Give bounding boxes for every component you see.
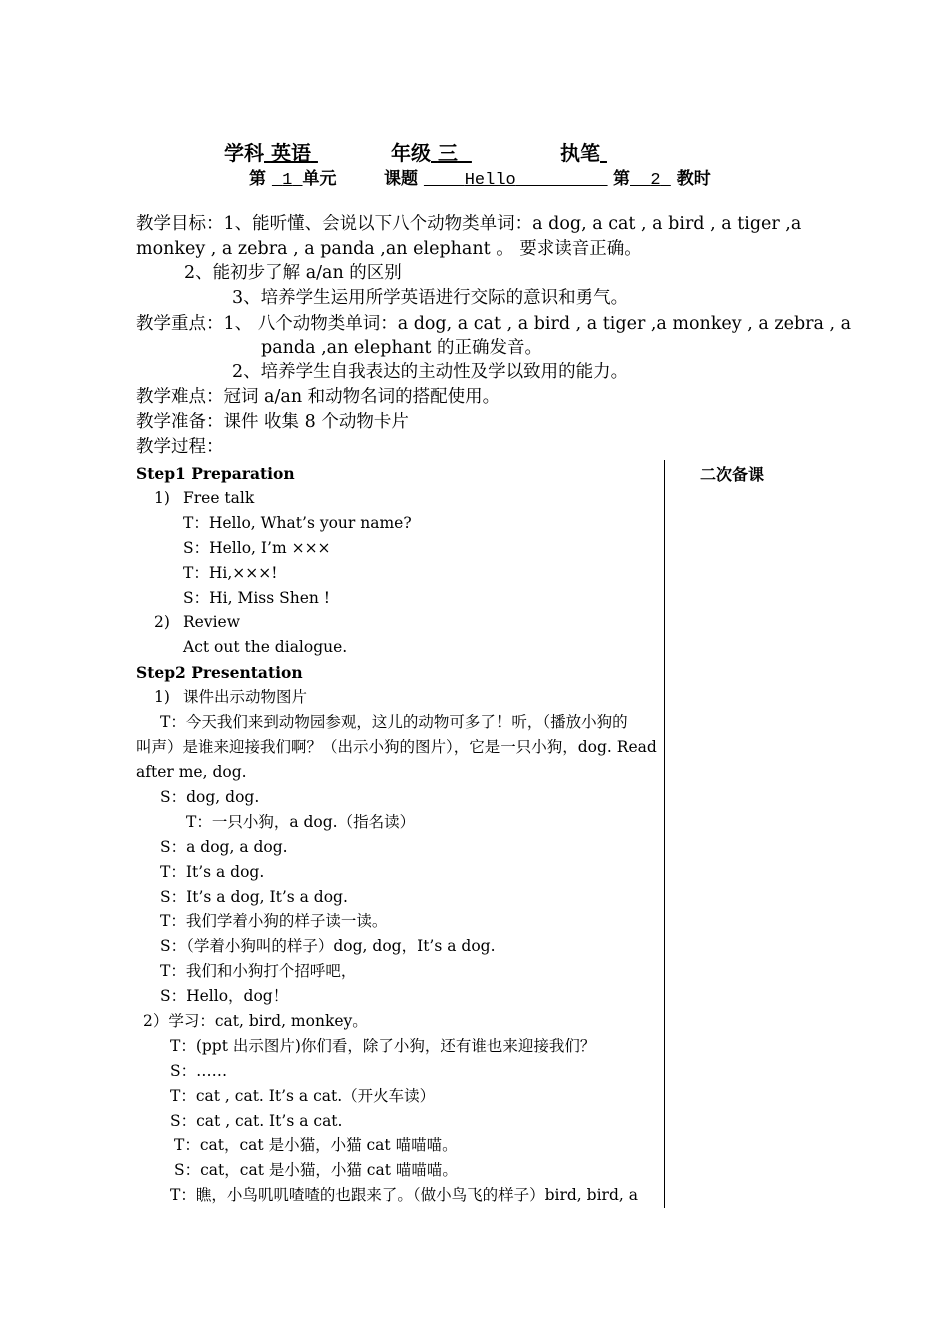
body-line: Act out the dialogue. (183, 638, 348, 656)
secondary-prep-label: 二次备课 (700, 465, 765, 484)
dialogue-line: S：It’s a dog, It’s a dog. (160, 888, 348, 906)
topic-value: Hello (464, 171, 516, 190)
dialogue-line: after me, dog. (136, 763, 247, 781)
subject-value: 英语 (270, 141, 311, 165)
dialogue-line: T：Hi,×××! (183, 564, 278, 582)
period-suffix: 教时 (676, 169, 711, 189)
dialogue-line: S：（学着小狗叫的样子）dog, dog，It’s a dog. (160, 937, 496, 955)
step2-heading: Step2 Presentation (136, 663, 303, 682)
preparation-line: 教学准备：课件 收集 8 个动物卡片 (136, 412, 409, 432)
dialogue-line: S：Hello, I’m ××× (183, 539, 331, 557)
dialogue-line: T：It’s a dog. (160, 863, 265, 881)
dialogue-line: S：…… (170, 1062, 228, 1080)
period-number: 2 (650, 171, 661, 190)
author-value (600, 141, 607, 165)
dialogue-line: S：cat，cat 是小猫，小猫 cat 喵喵喵。 (174, 1161, 458, 1179)
dialogue-line: T：一只小狗，a dog.（指名读） (186, 813, 416, 831)
objective-line-3: 2、能初步了解 a/an 的区别 (184, 263, 402, 283)
table-column-divider (664, 460, 665, 1208)
dialogue-line: S：cat , cat. It’s a cat. (170, 1112, 343, 1130)
list-item: Review (183, 613, 240, 631)
grade-field (391, 137, 472, 166)
dialogue-line: T：今天我们来到动物园参观，这儿的动物可多了！听，（播放小狗的 (160, 713, 628, 731)
process-heading: 教学过程： (136, 437, 224, 457)
grade-value: 三 (437, 141, 458, 165)
objective-line-1: 教学目标：1、能听懂、会说以下八个动物类单词：a dog, a cat , a bird , a tiger ,a (136, 214, 802, 234)
list-number: 2) (154, 613, 170, 631)
unit-suffix: 单元 (302, 169, 337, 189)
dialogue-line: T：Hello, What’s your name? (183, 514, 412, 532)
list-item: 2）学习：cat, bird, monkey。 (143, 1012, 368, 1030)
objective-line-2: monkey , a zebra , a panda ,an elephant 。 要求读音正确。 (136, 239, 642, 259)
period-field (613, 164, 711, 190)
unit-field (249, 164, 337, 190)
objective-line-4: 3、培养学生运用所学英语进行交际的意识和勇气。 (232, 288, 629, 308)
dialogue-line: 叫声）是谁来迎接我们啊？（出示小狗的图片），它是一只小狗，dog. Read (136, 738, 657, 756)
dialogue-line: T：cat , cat. It’s a cat.（开火车读） (170, 1087, 436, 1105)
dialogue-line: S：dog, dog. (160, 788, 260, 806)
dialogue-line: T：瞧，小鸟叽叽喳喳的也跟来了。（做小鸟飞的样子）bird, bird, a (170, 1186, 638, 1204)
focus-line-1: 教学重点：1、 八个动物类单词：a dog, a cat , a bird , a tiger ,a monkey , a zebra , a (136, 314, 852, 334)
subject-label: 学科 (224, 141, 264, 165)
dialogue-line: T：我们学着小狗的样子读一读。 (160, 912, 388, 930)
list-number: 1) (154, 489, 170, 507)
unit-prefix: 第 (249, 169, 266, 189)
period-prefix: 第 (613, 169, 630, 189)
focus-line-2: panda ,an elephant 的正确发音。 (261, 338, 543, 358)
dialogue-line: T：(ppt 出示图片)你们看，除了小狗，还有谁也来迎接我们？ (170, 1037, 596, 1055)
dialogue-line: T：我们和小狗打个招呼吧， (160, 962, 357, 980)
topic-field (384, 164, 608, 190)
list-item: Free talk (183, 489, 255, 507)
subject-field (224, 137, 318, 166)
grade-label: 年级 (391, 141, 431, 165)
difficulty-line: 教学难点：冠词 a/an 和动物名词的搭配使用。 (136, 387, 501, 407)
author-label: 执笔 (560, 141, 600, 165)
list-number: 1) (154, 688, 170, 706)
dialogue-line: S：a dog, a dog. (160, 838, 288, 856)
topic-label: 课题 (384, 169, 418, 189)
dialogue-line: S：Hi, Miss Shen ! (183, 589, 331, 607)
list-item: 课件出示动物图片 (183, 688, 308, 706)
step1-heading: Step1 Preparation (136, 464, 295, 483)
dialogue-line: S：Hello，dog！ (160, 987, 289, 1005)
dialogue-line: T：cat，cat 是小猫，小猫 cat 喵喵喵。 (174, 1136, 458, 1154)
author-field (560, 137, 607, 166)
unit-number: 1 (282, 171, 293, 190)
focus-line-3: 2、培养学生自我表达的主动性及学以致用的能力。 (232, 362, 629, 382)
